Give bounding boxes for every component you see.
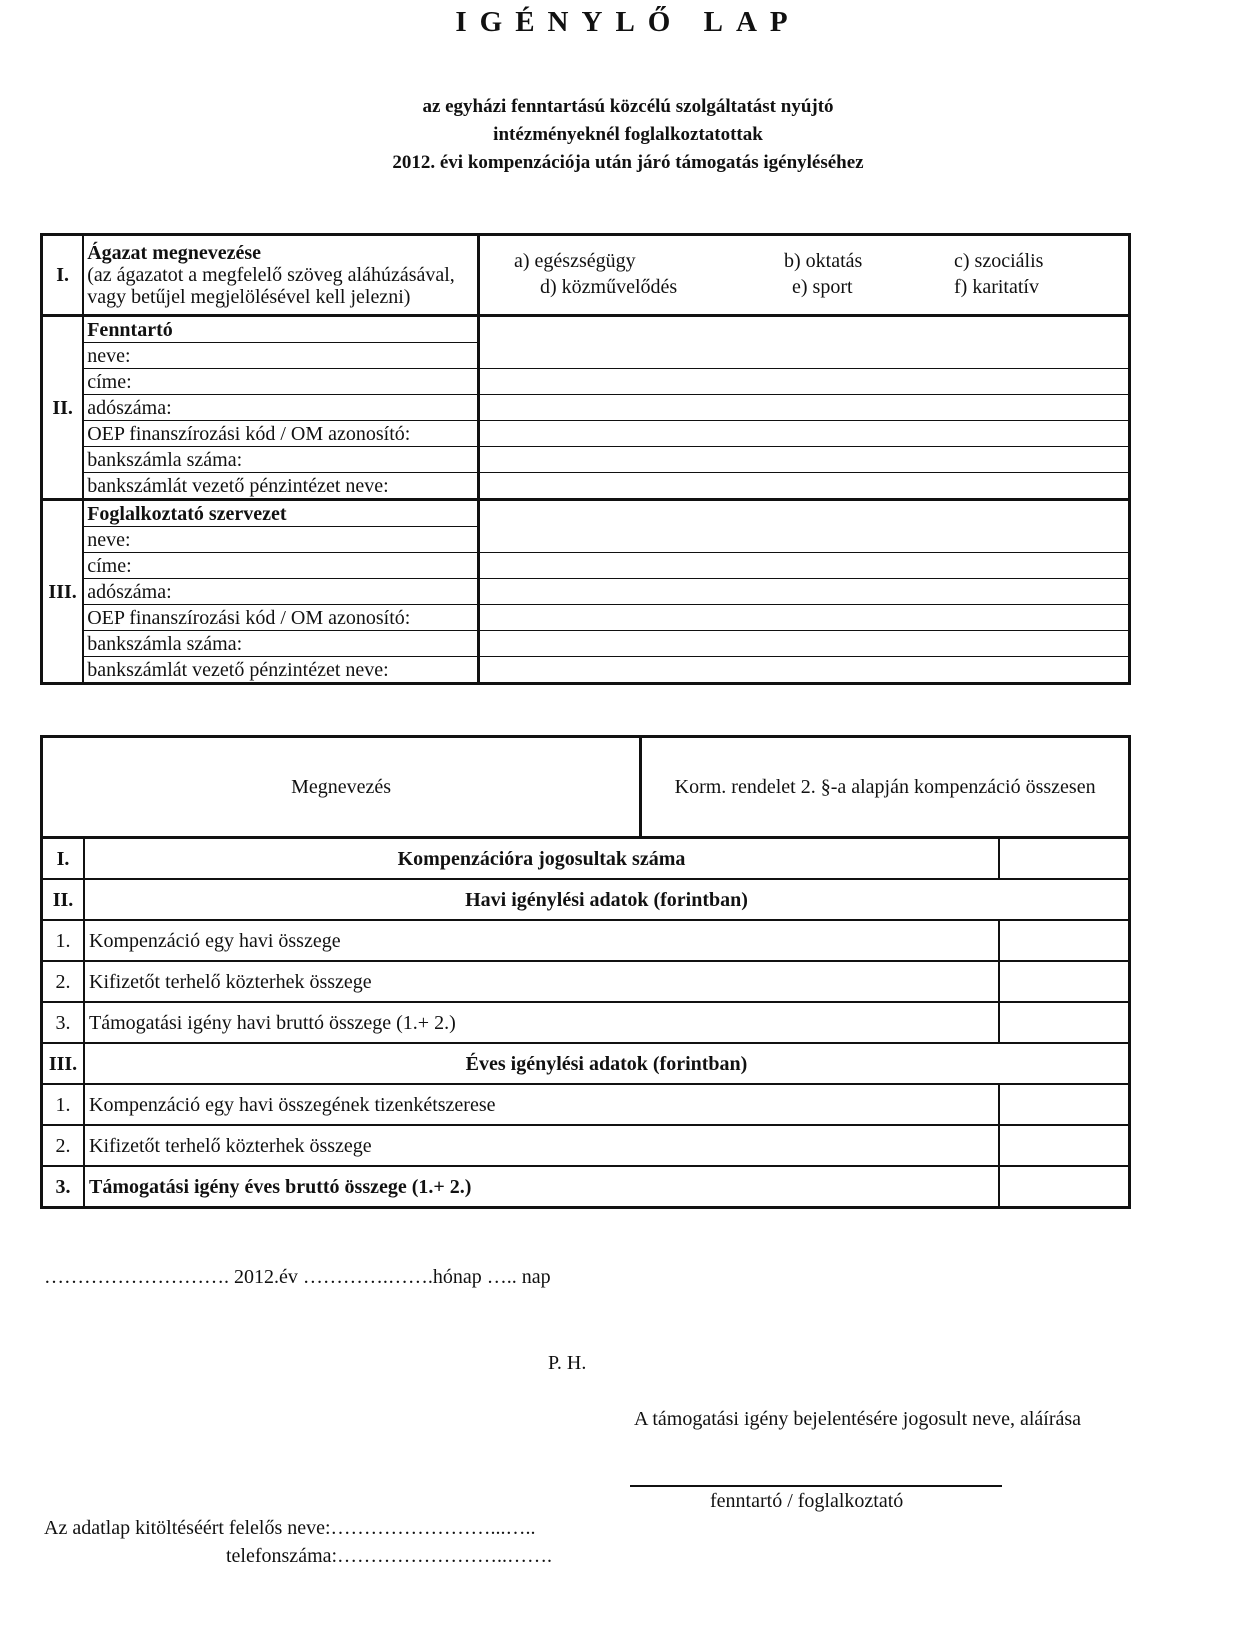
signature-line[interactable] (630, 1485, 1002, 1487)
employer-bank-account-label: bankszámla száma: (83, 631, 478, 657)
row-number: 3. (42, 1166, 85, 1208)
table-row (42, 838, 1130, 880)
date-line[interactable]: ………………………. 2012.év ………….…….hónap ….. nap (44, 1266, 551, 1288)
section-number: III. (42, 500, 84, 684)
sector-option-e[interactable]: e) sport (792, 276, 853, 298)
row-label: Támogatási igény éves bruttó összege (1.+ 2.) (84, 1166, 999, 1208)
section-number: I. (42, 235, 84, 316)
responsible-phone-line[interactable]: telefonszáma:……………………..……. (226, 1545, 553, 1567)
subtitle-line-1: az egyházi fenntartású közcélú szolgáltatást nyújtó (422, 96, 834, 117)
sector-option-c[interactable]: c) szociális (954, 250, 1044, 272)
row-number: 2. (42, 961, 85, 1002)
row-value-field[interactable] (999, 920, 1130, 961)
maintainer-name-label: neve: (83, 343, 478, 369)
row-label: Támogatási igény havi bruttó összege (1.+ 2.) (84, 1002, 999, 1043)
sector-option-d[interactable]: d) közművelődés (540, 276, 678, 298)
sector-label-title: Ágazat megnevezése (87, 242, 262, 264)
stamp-label: P. H. (548, 1352, 587, 1374)
row-value-field[interactable] (999, 838, 1130, 880)
maintainer-address-label: címe: (83, 369, 478, 395)
employer-oep-field[interactable] (479, 605, 1130, 631)
sector-option-a[interactable]: a) egészségügy (514, 250, 636, 272)
table-row (42, 961, 1130, 1002)
signer-role: fenntartó / foglalkoztató (710, 1490, 904, 1512)
subtitle-line-2: intézményeknél foglalkoztatottak (493, 124, 763, 145)
row-number: I. (42, 838, 85, 880)
row-number: 1. (42, 920, 85, 961)
table-row (42, 1084, 1130, 1125)
employer-bank-name-field[interactable] (479, 657, 1130, 684)
table-row (42, 920, 1130, 961)
maintainer-oep-label: OEP finanszírozási kód / OM azonosító: (83, 421, 478, 447)
sector-label-note-2: vagy betűjel megjelölésével kell jelezni) (87, 286, 411, 308)
employer-tax-field[interactable] (479, 579, 1130, 605)
sector-row (42, 235, 1130, 316)
employer-name-field[interactable] (479, 500, 1130, 553)
row-value-field[interactable] (999, 1084, 1130, 1125)
maintainer-bank-name-label: bankszámlát vezető pénzintézet neve: (83, 473, 478, 500)
row-number: II. (42, 879, 85, 920)
row-value-field[interactable] (999, 1166, 1130, 1208)
maintainer-header: Fenntartó (83, 316, 478, 343)
responsible-name-line[interactable]: Az adatlap kitöltéséért felelős neve:……………………...….. (44, 1517, 536, 1539)
subtitle-line-3: 2012. évi kompenzációja után járó támogatás igényléséhez (392, 152, 864, 173)
table-row (42, 1166, 1130, 1208)
row-label: Éves igénylési adatok (forintban) (84, 1043, 1130, 1084)
row-label: Kifizetőt terhelő közterhek összege (84, 1125, 999, 1166)
employer-bank-account-field[interactable] (479, 631, 1130, 657)
sector-option-b[interactable]: b) oktatás (784, 250, 863, 272)
row-value-field[interactable] (999, 1002, 1130, 1043)
col-value-header: Korm. rendelet 2. §-a alapján kompenzáció összesen (641, 737, 1130, 838)
compensation-table (40, 735, 1131, 1209)
section-number: II. (42, 316, 84, 500)
maintainer-bank-account-label: bankszámla száma: (83, 447, 478, 473)
maintainer-tax-label: adószáma: (83, 395, 478, 421)
col-name-header: Megnevezés (42, 737, 641, 838)
maintainer-tax-field[interactable] (479, 395, 1130, 421)
table-row (42, 1002, 1130, 1043)
row-label: Kompenzáció egy havi összege (84, 920, 999, 961)
employer-address-label: címe: (83, 553, 478, 579)
row-label: Kifizetőt terhelő közterhek összege (84, 961, 999, 1002)
maintainer-bank-account-field[interactable] (479, 447, 1130, 473)
employer-address-field[interactable] (479, 553, 1130, 579)
row-label: Havi igénylési adatok (forintban) (84, 879, 1130, 920)
sector-label-note-1: (az ágazatot a megfelelő szöveg aláhúzásával, (87, 264, 455, 286)
row-number: 2. (42, 1125, 85, 1166)
maintainer-address-field[interactable] (479, 369, 1130, 395)
table-row (42, 1125, 1130, 1166)
maintainer-bank-name-field[interactable] (479, 473, 1130, 500)
sector-options[interactable] (479, 235, 1130, 316)
sector-option-f[interactable]: f) karitatív (954, 276, 1039, 298)
employer-oep-label: OEP finanszírozási kód / OM azonosító: (83, 605, 478, 631)
table-row (42, 1043, 1130, 1084)
row-number: 3. (42, 1002, 85, 1043)
employer-name-label: neve: (83, 527, 478, 553)
employer-header: Foglalkoztató szervezet (83, 500, 478, 527)
maintainer-name-field[interactable] (479, 316, 1130, 369)
form-title: IGÉNYLŐ LAP (455, 6, 801, 38)
row-label: Kompenzációra jogosultak száma (84, 838, 999, 880)
row-label: Kompenzáció egy havi összegének tizenkétszerese (84, 1084, 999, 1125)
employer-tax-label: adószáma: (83, 579, 478, 605)
row-number: 1. (42, 1084, 85, 1125)
sector-label (83, 235, 478, 316)
row-number: III. (42, 1043, 85, 1084)
maintainer-oep-field[interactable] (479, 421, 1130, 447)
signer-label: A támogatási igény bejelentésére jogosult neve, aláírása (634, 1408, 1082, 1430)
applicant-data-table (40, 233, 1131, 685)
row-value-field[interactable] (999, 1125, 1130, 1166)
table-row (42, 879, 1130, 920)
employer-bank-name-label: bankszámlát vezető pénzintézet neve: (83, 657, 478, 684)
row-value-field[interactable] (999, 961, 1130, 1002)
